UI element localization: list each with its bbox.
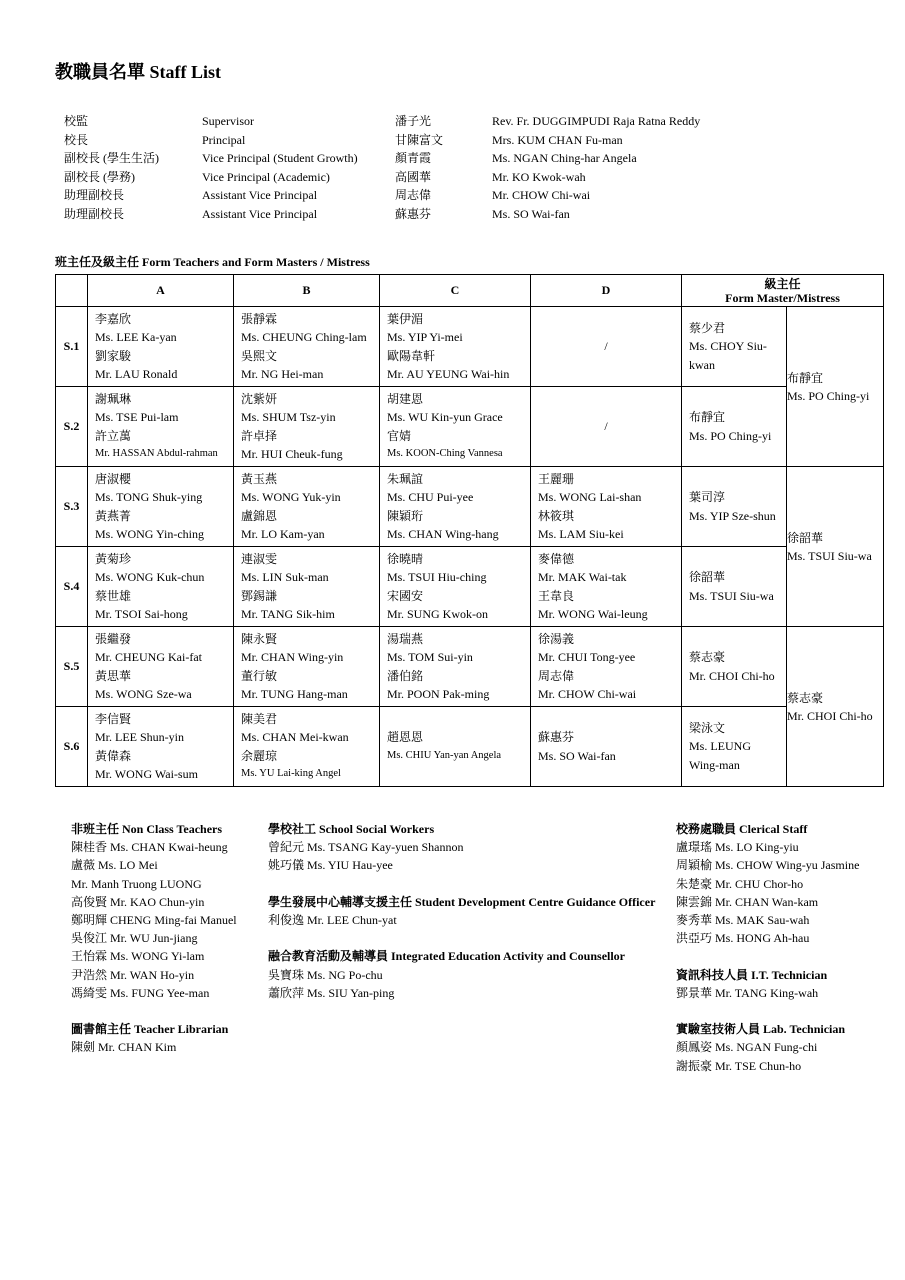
list-item: 馮綺雯 Ms. FUNG Yee-man: [71, 985, 210, 1000]
teacher-name-line: 張繼發: [95, 632, 132, 647]
form-label: S.5: [56, 627, 88, 707]
support-staff: [268, 820, 655, 1002]
teacher-cell: [234, 547, 380, 627]
teacher-name-line: 胡建恩: [387, 392, 424, 407]
non-class-heading: 非班主任 Non Class Teachers: [71, 822, 223, 836]
role-en: Assistant Vice Principal: [202, 206, 318, 221]
role-zh: 副校長 (學務): [64, 169, 135, 184]
role-zh: 助理副校長: [64, 188, 125, 202]
admin-row: [64, 149, 764, 168]
admin-row: [64, 131, 764, 150]
role-en: Vice Principal (Student Growth): [202, 151, 358, 165]
form-master-zh: 布靜宜: [787, 370, 824, 385]
teacher-name-line: 蔡世雄: [95, 588, 132, 603]
teacher-name-line: 黃偉森: [95, 748, 132, 763]
teacher-name-line: Ms. WONG Yin-ching: [95, 526, 204, 541]
teacher-name-line: 陳永賢: [241, 632, 278, 647]
teacher-cell: [380, 627, 531, 707]
teacher-name-line: 葉司淳: [689, 490, 726, 505]
teacher-name-line: Mr. CHOW Chi-wai: [538, 686, 637, 701]
list-item: 盧薇 Ms. LO Mei: [71, 858, 158, 873]
name-zh: 蘇惠芬: [395, 206, 432, 221]
column-header: D: [531, 275, 682, 307]
teacher-name-line: Mr. WONG Wai-leung: [538, 606, 648, 621]
admin-row: [64, 168, 764, 187]
teacher-name-line: Ms. CHEUNG Ching-lam: [241, 330, 367, 345]
teacher-cell: [88, 467, 234, 547]
teacher-name-line: Ms. WONG Sze-wa: [95, 686, 192, 701]
list-item: 周穎榆 Ms. CHOW Wing-yu Jasmine: [676, 858, 860, 873]
table-row: [56, 627, 884, 707]
teacher-name-line: 王麗珊: [538, 472, 575, 487]
teacher-name-line: Mr. CHEUNG Kai-fat: [95, 650, 202, 665]
teacher-name-line: 黃菊珍: [95, 552, 132, 567]
list-item: 陳劍 Mr. CHAN Kim: [71, 1040, 177, 1055]
column-header: C: [380, 275, 531, 307]
teacher-cell: [234, 707, 380, 787]
form-master-zh: 蔡志豪: [787, 690, 824, 705]
list-item: 陳桂香 Ms. CHAN Kwai-heung: [71, 840, 228, 855]
teacher-cell: [234, 467, 380, 547]
guidance-heading: 學生發展中心輔導支援主任 Student Development Centre Guidance Officer: [268, 894, 656, 909]
teacher-name-line: Ms. TSUI Siu-wa: [689, 588, 774, 603]
name-zh: 顏青霞: [395, 151, 432, 165]
teacher-name-line: 蘇惠芬: [538, 730, 575, 745]
teacher-name-line: Ms. CHU Pui-yee: [387, 490, 474, 505]
name-zh: 高國華: [395, 169, 432, 184]
class-form-teacher: [682, 387, 787, 467]
teacher-name-line: Ms. TOM Sui-yin: [387, 650, 473, 665]
name-en: Ms. NGAN Ching-har Angela: [492, 151, 637, 165]
teacher-name-line: 蔡少君: [689, 321, 726, 336]
teacher-name-line: Ms. TSE Pui-lam: [95, 410, 179, 425]
role-en: Supervisor: [202, 114, 254, 128]
teacher-name-line: 徐韶華: [689, 570, 726, 585]
column-header: A: [88, 275, 234, 307]
name-zh: 潘子光: [395, 114, 432, 128]
name-zh: 甘陳富文: [395, 132, 444, 147]
teacher-cell: [380, 387, 531, 467]
table-header-row: [56, 275, 884, 307]
teacher-name-line: 陳穎珩: [387, 508, 424, 523]
teacher-name-line: 官婧: [387, 428, 412, 443]
list-item: 王怡霖 Ms. WONG Yi-lam: [71, 949, 205, 964]
table-row: [56, 467, 884, 547]
teacher-name-line: Ms. PO Ching-yi: [689, 428, 772, 443]
list-item: 曾紀元 Ms. TSANG Kay-yuen Shannon: [268, 840, 464, 855]
list-item: 謝振豪 Mr. TSE Chun-ho: [676, 1058, 802, 1073]
teacher-cell: [88, 387, 234, 467]
teacher-name-line: Ms. WONG Yuk-yin: [241, 490, 341, 505]
role-en: Vice Principal (Academic): [202, 169, 330, 184]
teacher-name-line: Wing-man: [689, 757, 740, 772]
form-master-cell: [787, 627, 884, 787]
teacher-name-line: Mr. NG Hei-man: [241, 366, 324, 381]
teacher-name-line: 梁泳文: [689, 721, 726, 736]
teacher-name-line: 許卓择: [241, 428, 278, 443]
teacher-name-line: 歐陽韋軒: [387, 348, 436, 363]
teacher-name-line: 湯瑞燕: [387, 632, 424, 647]
role-zh: 校監: [64, 114, 89, 128]
teacher-cell: [531, 707, 682, 787]
table-row: [56, 387, 884, 467]
teacher-name-line: Mr. TANG Sik-him: [241, 606, 335, 621]
form-teachers-heading: 班主任及級主任 Form Teachers and Form Masters / Mistress: [55, 255, 370, 269]
teacher-name-line: 潘伯銘: [387, 668, 424, 683]
admin-row: [64, 205, 764, 224]
teacher-name-line: 謝珮琳: [95, 392, 132, 407]
name-en: Rev. Fr. DUGGIMPUDI Raja Ratna Reddy: [492, 114, 701, 128]
it-heading: 資訊科技人員 I.T. Technician: [676, 967, 828, 982]
teacher-name-line: 林筱琪: [538, 508, 575, 523]
teacher-name-line: Ms. YIP Yi-mei: [387, 330, 463, 345]
teacher-name-line: Ms. WONG Kuk-chun: [95, 570, 205, 585]
name-en: Mr. CHOW Chi-wai: [492, 188, 591, 202]
list-item: 陳雲錦 Mr. CHAN Wan-kam: [676, 894, 819, 909]
teacher-name-line: Ms. TONG Shuk-ying: [95, 490, 203, 505]
integrated-heading: 融合教育活動及輔導員 Integrated Education Activity and Counsellor: [268, 949, 626, 964]
teacher-cell: [88, 707, 234, 787]
librarian-heading: 圖書館主任 Teacher Librarian: [71, 1022, 229, 1037]
teacher-name-line: Mr. LAU Ronald: [95, 366, 178, 381]
teacher-name-line: 董行敏: [241, 668, 278, 683]
teacher-name-line: 劉家駿: [95, 348, 132, 363]
teacher-name-line: 張靜霖: [241, 312, 278, 327]
teacher-cell: [88, 627, 234, 707]
teacher-name-line: Mr. CHAN Wing-yin: [241, 650, 344, 665]
form-header: [56, 275, 88, 307]
class-form-teacher: [682, 307, 787, 387]
form-master-en: Ms. TSUI Siu-wa: [787, 548, 872, 563]
teacher-name-line: Ms. YIP Sze-shun: [689, 508, 776, 523]
form-master-header-en: Form Master/Mistress: [725, 290, 840, 305]
name-en: Mrs. KUM CHAN Fu-man: [492, 132, 623, 147]
list-item: 尹浩然 Mr. WAN Ho-yin: [71, 967, 195, 982]
form-master-header-zh: 級主任: [764, 276, 801, 291]
teacher-name-line: 布靜宜: [689, 410, 726, 425]
teacher-name-line: 黃思華: [95, 668, 132, 683]
form-master-cell: [787, 467, 884, 627]
list-item: 麥秀華 Ms. MAK Sau-wah: [676, 913, 810, 928]
teacher-name-line: 周志偉: [538, 668, 575, 683]
teacher-name-line: Ms. CHAN Mei-kwan: [241, 730, 349, 745]
teacher-name-line: Mr. TSOI Sai-hong: [95, 606, 188, 621]
teacher-name-line: Mr. MAK Wai-tak: [538, 570, 627, 585]
teacher-name-line: 宋國安: [387, 588, 424, 603]
teacher-name-line: Ms. CHIU Yan-yan Angela: [387, 749, 502, 761]
table-row: [56, 307, 884, 387]
list-item: 蕭欣萍 Ms. SIU Yan-ping: [268, 985, 395, 1000]
list-item: 鄭明輝 CHENG Ming-fai Manuel: [71, 913, 237, 928]
clerical-heading: 校務處職員 Clerical Staff: [676, 822, 808, 836]
teacher-name-line: 李信賢: [95, 712, 132, 727]
form-label: S.1: [56, 307, 88, 387]
teacher-name-line: 李嘉欣: [95, 312, 132, 327]
teacher-name-line: Ms. SHUM Tsz-yin: [241, 410, 336, 425]
role-zh: 副校長 (學生生活): [64, 151, 159, 165]
teacher-name-line: Ms. WONG Lai-shan: [538, 490, 642, 505]
teacher-name-line: 唐淑櫻: [95, 472, 132, 487]
table-row: [56, 707, 884, 787]
teacher-name-line: 許立萬: [95, 428, 132, 443]
admin-row: [64, 112, 764, 131]
role-en: Assistant Vice Principal: [202, 188, 318, 202]
name-en: Mr. KO Kwok-wah: [492, 169, 586, 184]
teacher-cell: [234, 307, 380, 387]
form-teachers-table: [55, 274, 884, 787]
teacher-name-line: 沈紫妍: [241, 392, 278, 407]
teacher-name-line: Ms. SO Wai-fan: [538, 748, 616, 763]
form-label: S.6: [56, 707, 88, 787]
list-item: 利俊逸 Mr. LEE Chun-yat: [268, 913, 397, 927]
teacher-name-line: Mr. LEE Shun-yin: [95, 730, 184, 745]
table-row: [56, 547, 884, 627]
list-item: Mr. Manh Truong LUONG: [71, 876, 202, 891]
teacher-name-line: 趙恩恩: [387, 730, 424, 745]
list-item: 高俊賢 Mr. KAO Chun-yin: [71, 894, 205, 909]
teacher-name-line: Ms. CHOY Siu-: [689, 339, 767, 354]
teacher-name-line: Ms. YU Lai-king Angel: [241, 767, 341, 779]
teacher-name-line: 王韋良: [538, 588, 575, 603]
list-item: 姚巧儀 Ms. YIU Hau-yee: [268, 858, 393, 873]
empty-cell: /: [531, 387, 682, 467]
name-en: Ms. SO Wai-fan: [492, 206, 570, 221]
class-form-teacher: [682, 707, 787, 787]
teacher-name-line: Ms. LIN Suk-man: [241, 570, 329, 585]
teacher-name-line: Mr. CHUI Tong-yee: [538, 650, 636, 665]
teacher-name-line: 徐曉晴: [387, 552, 424, 567]
teacher-name-line: 黃玉燕: [241, 472, 278, 487]
teacher-name-line: Mr. HASSAN Abdul-rahman: [95, 447, 218, 459]
teacher-name-line: Ms. LEUNG: [689, 739, 751, 754]
teacher-cell: [234, 387, 380, 467]
teacher-name-line: 黃燕菁: [95, 508, 132, 523]
teacher-name-line: Mr. LO Kam-yan: [241, 526, 325, 541]
class-form-teacher: [682, 467, 787, 547]
teacher-name-line: 余麗琼: [241, 748, 278, 763]
teacher-name-line: Mr. WONG Wai-sum: [95, 766, 198, 781]
admin-list: [64, 112, 764, 223]
teacher-name-line: Mr. TUNG Hang-man: [241, 686, 348, 701]
teacher-name-line: Mr. SUNG Kwok-on: [387, 606, 489, 621]
role-en: Principal: [202, 132, 246, 147]
page-title: 教職員名單 Staff List: [55, 62, 221, 82]
teacher-name-line: 朱珮誼: [387, 472, 424, 487]
form-label: S.3: [56, 467, 88, 547]
role-zh: 助理副校長: [64, 206, 125, 221]
teacher-name-line: Ms. LAM Siu-kei: [538, 526, 624, 541]
teacher-name-line: Ms. WU Kin-yun Grace: [387, 410, 503, 425]
role-zh: 校長: [64, 132, 89, 147]
admin-row: [64, 186, 764, 205]
social-workers-heading: 學校社工 School Social Workers: [268, 822, 435, 836]
teacher-cell: [380, 707, 531, 787]
teacher-name-line: Mr. CHOI Chi-ho: [689, 668, 775, 683]
teacher-cell: [380, 547, 531, 627]
teacher-cell: [88, 547, 234, 627]
form-label: S.4: [56, 547, 88, 627]
list-item: 朱楚豪 Mr. CHU Chor-ho: [676, 876, 804, 891]
column-header: B: [234, 275, 380, 307]
name-zh: 周志偉: [395, 188, 432, 202]
teacher-name-line: Mr. POON Pak-ming: [387, 686, 490, 701]
list-item: 吳俊江 Mr. WU Jun-jiang: [71, 931, 198, 946]
teacher-name-line: 葉伊湄: [387, 312, 424, 327]
form-master-header: [682, 275, 884, 307]
teacher-name-line: Ms. CHAN Wing-hang: [387, 526, 499, 541]
teacher-cell: [380, 467, 531, 547]
form-master-en: Ms. PO Ching-yi: [787, 388, 870, 403]
teacher-cell: [531, 547, 682, 627]
teacher-name-line: Mr. HUI Cheuk-fung: [241, 446, 343, 461]
list-item: 盧璟瑤 Ms. LO King-yiu: [676, 840, 799, 855]
teacher-name-line: 盧錦恩: [241, 508, 278, 523]
teacher-cell: [234, 627, 380, 707]
teacher-cell: [88, 307, 234, 387]
class-form-teacher: [682, 627, 787, 707]
teacher-name-line: 徐湯義: [538, 632, 575, 647]
teacher-name-line: 鄧錫謙: [241, 588, 278, 603]
clerical-technical-staff: [676, 820, 859, 1075]
teacher-name-line: 吳熙文: [241, 348, 278, 363]
teacher-name-line: 連淑雯: [241, 552, 278, 567]
teacher-name-line: Ms. LEE Ka-yan: [95, 330, 177, 345]
teacher-name-line: Ms. KOON-Ching Vannesa: [387, 447, 503, 459]
form-master-cell: [787, 307, 884, 467]
teacher-name-line: Ms. TSUI Hiu-ching: [387, 570, 487, 585]
class-form-teacher: [682, 547, 787, 627]
teacher-name-line: kwan: [689, 357, 715, 372]
lab-heading: 實驗室技術人員 Lab. Technician: [676, 1022, 846, 1037]
form-master-en: Mr. CHOI Chi-ho: [787, 708, 873, 723]
teacher-name-line: Mr. AU YEUNG Wai-hin: [387, 366, 510, 381]
list-item: 吳寶珠 Ms. NG Po-chu: [268, 967, 383, 982]
list-item: 鄧景華 Mr. TANG King-wah: [676, 985, 819, 1000]
teacher-cell: [380, 307, 531, 387]
form-master-zh: 徐韶華: [787, 530, 824, 545]
teacher-name-line: 蔡志豪: [689, 650, 726, 665]
non-class-teachers: [71, 820, 237, 1057]
list-item: 洪亞巧 Ms. HONG Ah-hau: [676, 931, 810, 946]
list-item: 顏鳳姿 Ms. NGAN Fung-chi: [676, 1040, 818, 1055]
teacher-cell: [531, 627, 682, 707]
form-label: S.2: [56, 387, 88, 467]
teacher-name-line: 陳美君: [241, 712, 278, 727]
empty-cell: /: [531, 307, 682, 387]
teacher-cell: [531, 467, 682, 547]
teacher-name-line: 麥偉德: [538, 552, 575, 567]
